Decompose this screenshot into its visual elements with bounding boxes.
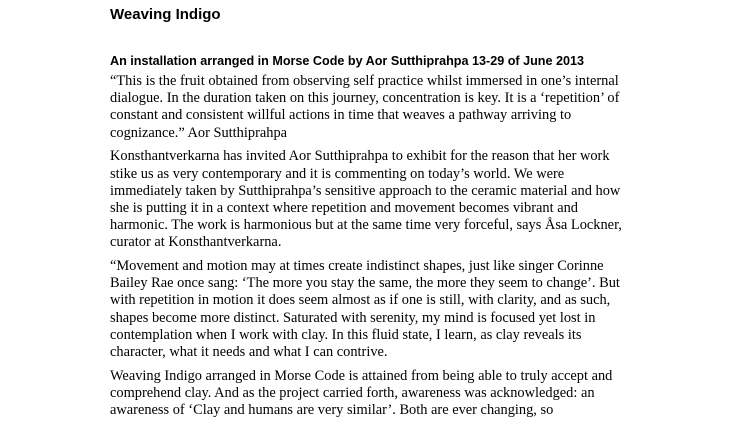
text-line: immediately taken by Sutthiprahpa’s sensitive approach to the ceramic material and how: [110, 182, 621, 199]
text-line: dialogue. In the duration taken on this journey, concentration is key. It is a ‘repetition’ of: [110, 90, 620, 107]
text-line: harmonic. The work is harmonious but at the same time very forceful, says Åsa Lockner,: [110, 217, 622, 234]
text-line: with repetition in motion it does seem almost as if one is still, with clarity, and as such,: [110, 292, 611, 309]
text-line: awareness of ‘Clay and humans are very similar’. Both are ever changing, so: [110, 402, 554, 419]
paragraph-quote: [110, 73, 630, 142]
text-line: “Movement and motion may at times create indistinct shapes, just like singer Corinne: [110, 258, 604, 275]
text-line: comprehend clay. And as the project carried forth, awareness was acknowledged: an: [110, 384, 595, 401]
paragraph-invitation: [110, 148, 630, 251]
text-line: “This is the fruit obtained from observing self practice whilst immersed in one’s internal: [110, 73, 619, 89]
text-line: cognizance.” Aor Sutthiprahpa: [110, 124, 288, 141]
text-line: constant and consistent willful actions in time that weaves a pathway arriving to: [110, 107, 572, 124]
document-subtitle: An installation arranged in Morse Code by Aor Sutthiprahpa 13-29 of June 2013: [110, 54, 584, 68]
paragraph-clay: [110, 368, 630, 420]
text-line: stike us as very contemporary and it is commenting on today’s world. We were: [110, 165, 565, 182]
text-line: Bailey Rae once sang: ‘The more you stay the same, the more they seem to change’. But: [110, 275, 620, 292]
document-body: [110, 73, 630, 426]
text-line: contemplation when I work with clay. In this fluid state, I learn, as clay reveals its: [110, 326, 582, 343]
paragraph-movement: [110, 258, 630, 361]
text-line: she is putting it in a context where repetition and movement becomes vibrant and: [110, 199, 578, 216]
document-title: Weaving Indigo: [110, 6, 221, 23]
text-line: shapes become more distinct. Saturated with serenity, my mind is focused yet lost in: [110, 309, 596, 326]
text-line: character, what it needs and what I can contrive.: [110, 344, 388, 361]
text-line: curator at Konsthantverkarna.: [110, 234, 282, 251]
text-line: Konsthantverkarna has invited Aor Sutthiprahpa to exhibit for the reason that her work: [110, 148, 610, 165]
text-line: Weaving Indigo arranged in Morse Code is attained from being able to truly accept and: [110, 367, 613, 384]
